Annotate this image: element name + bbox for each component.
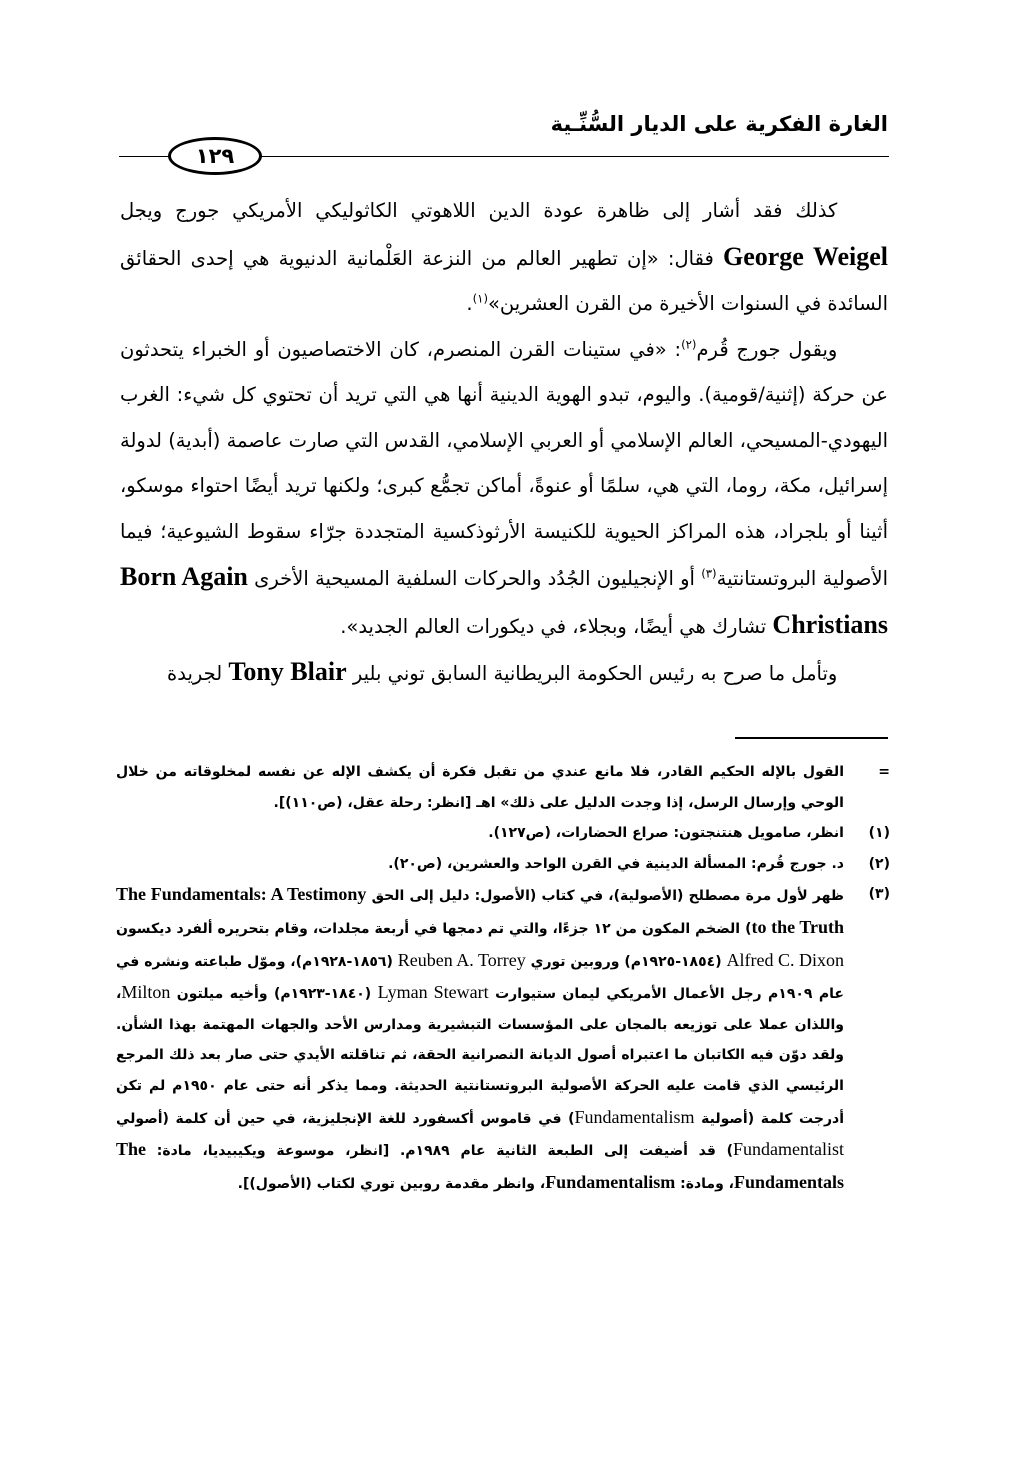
- p2-footnote-ref: (٢): [681, 337, 697, 351]
- fn3-text-b: ) الضخم المكون من ١٢ جزءًا، والتي تم دمجها في أربعة مجلدات، وقام بتحريره ألفرد ديكسون: [116, 920, 752, 937]
- paragraph-1: [120, 188, 888, 327]
- p1-latin-name: George Weigel: [723, 241, 888, 271]
- footnote-text: القول بالإله الحكيم القادر، فلا مانع عندي من تقبل فكرة أن يكشف الإله عن نفسه لمخلوقاته من خلال الوحي وإرسال الرسل، إذا وجدت الدليل على ذلك» اهـ [انظر: رحلة عقل، (ص١١٠)].: [116, 764, 844, 811]
- fn3-latin-torrey: Reuben A. Torrey: [397, 949, 526, 970]
- p2-latin-name: Born Again Christians: [120, 562, 888, 639]
- paragraph-3: [120, 649, 888, 697]
- page-number: ١٢٩: [168, 137, 262, 175]
- fn3-text-d: (١٨٥٦-١٩٢٨م)، وموّل طباعته ونشره في عام ١٩٠٩م رجل الأعمال الأمريكي ليمان ستيوارت: [116, 953, 844, 1003]
- paragraph-2: [120, 327, 888, 650]
- fn3-text-h: ) قد أضيفت إلى الطبعة الثانية عام ١٩٨٩م. [انظر، موسوعة ويكيبيديا، مادة:: [156, 1143, 734, 1160]
- footnote-text: [116, 879, 844, 1199]
- footnote-mark: (٢): [868, 855, 890, 872]
- p3-text-b: لجريدة: [167, 662, 223, 685]
- p3-text-a: وتأمل ما صرح به رئيس الحكومة البريطانية السابق توني بلير: [352, 662, 838, 685]
- footnote-mark: (٣): [868, 886, 890, 903]
- fn3-latin-fundamentalism-2: Fundamentalism: [545, 1171, 676, 1192]
- fn3-text-i: ، ومادة:: [680, 1175, 734, 1192]
- footnote-3: [116, 879, 890, 1199]
- footnotes: [116, 757, 890, 1199]
- fn3-latin-fundamentals: The Fundamentals: [116, 1139, 844, 1192]
- footnote-mark: =: [878, 764, 890, 780]
- fn3-text-j: ، وانظر مقدمة روبين توري لكتاب (الأصول)].: [237, 1175, 546, 1192]
- p1-end: .: [466, 292, 473, 315]
- p2-text-b: : «في ستينات القرن المنصرم، كان الاختصاصيون أو الخبراء يتحدثون عن حركة (إثنية/قومية). واليوم، تبدو الهوية الدينية أنها هي التي تريد أن تحتوي كل شيء: الغرب اليهودي-المسيحي، العالم الإسلامي أو العربي الإسلامي، القدس التي صارت عاصمة (أبدية) لدولة إسرائيل، مكة، روما، التي هي، سلمًا أو عنوةً، أماكن تجمُّع كبرى؛ ولكنها تريد أيضًا احتواء موسكو، أثينا أو بلجراد، هذه المراكز الحيوية للكنيسة الأرثوذكسية المتجددة جرّاء سقوط الشيوعية؛ فيما الأصولية البروتستانتية: [120, 337, 889, 590]
- p2-text-d: تشارك هي أيضًا، وبجلاء، في ديكورات العالم الجديد».: [340, 614, 767, 638]
- fn3-latin-title: The Fundamentals: A Testimony to the Truth: [116, 884, 845, 937]
- p3-latin-name: Tony Blair: [228, 657, 347, 686]
- footnote-continuation: [116, 757, 890, 818]
- fn3-latin-fundamentalist: Fundamentalist: [733, 1139, 845, 1160]
- fn3-latin-milton: Milton: [121, 982, 171, 1003]
- main-text: [120, 188, 888, 697]
- footnote-mark: (١): [868, 825, 890, 842]
- fn3-latin-fundamentalism: Fundamentalism: [574, 1106, 695, 1127]
- p1-footnote-ref: (١): [472, 291, 488, 306]
- p2-text-c: أو الإنجيليون الجُدُد والحركات السلفية المسيحية الأخرى: [254, 567, 695, 590]
- fn3-text-f: ، واللذان عملا على توزيعه بالمجان على المؤسسات التبشيرية ومدارس الأحد والجهات المهتمة بهذا الشأن. ولقد دوّن فيه الكاتبان ما اعتبراه أصول الديانة النصرانية الحقة، ثم تناقلته الأيدي حتى صار بعد ذلك المرجع الرئيسي الذي قامت عليه الحركة الأصولية البروتستانتية الحديثة. ومما يذكر أنه حتى عام ١٩٥٠م لم تكن أدرجت كلمة (أصولية: [116, 986, 845, 1127]
- fn3-text-g: ) في قاموس أكسفورد للغة الإنجليزية، في حين أن كلمة (أصولي: [116, 1110, 575, 1127]
- fn3-text-a: ظهر لأول مرة مصطلح (الأصولية)، في كتاب (الأصول: دليل إلى الحق: [371, 888, 844, 905]
- fn3-text-c: (١٨٥٤-١٩٢٥م) وروبين توري: [530, 953, 722, 970]
- footnote-rule: [735, 737, 888, 739]
- fn3-latin-stewart: Lyman Stewart: [377, 982, 489, 1003]
- footnote-text: د. جورج قُرم: المسألة الدينية في القرن الواحد والعشرين، (ص٢٠).: [388, 855, 844, 872]
- footnote-2: [116, 849, 890, 880]
- footnote-1: [116, 818, 890, 849]
- footnote-text: انظر، صامويل هنتنجتون: صراع الحضارات، (ص١٢٧).: [488, 825, 844, 842]
- p1-text-a: كذلك فقد أشار إلى ظاهرة عودة الدين اللاهوتي الكاثوليكي الأمريكي جورج ويجل: [120, 199, 838, 222]
- p1-text-b: فقال: «إن تطهير العالم من النزعة العَلْمانية الدنيوية هي إحدى الحقائق السائدة في السنوات الأخيرة من القرن العشرين»: [120, 246, 888, 315]
- fn3-latin-dixon: Alfred C. Dixon: [726, 949, 845, 970]
- p2-footnote-ref-2: (٣): [701, 566, 717, 581]
- running-title: الغارة الفكرية على الديار السُّنِّـية: [550, 112, 888, 136]
- fn3-text-e: (١٨٤٠-١٩٢٣م) وأخيه ميلتون: [176, 986, 372, 1003]
- p2-text-a: ويقول جورج قُرم: [696, 337, 838, 361]
